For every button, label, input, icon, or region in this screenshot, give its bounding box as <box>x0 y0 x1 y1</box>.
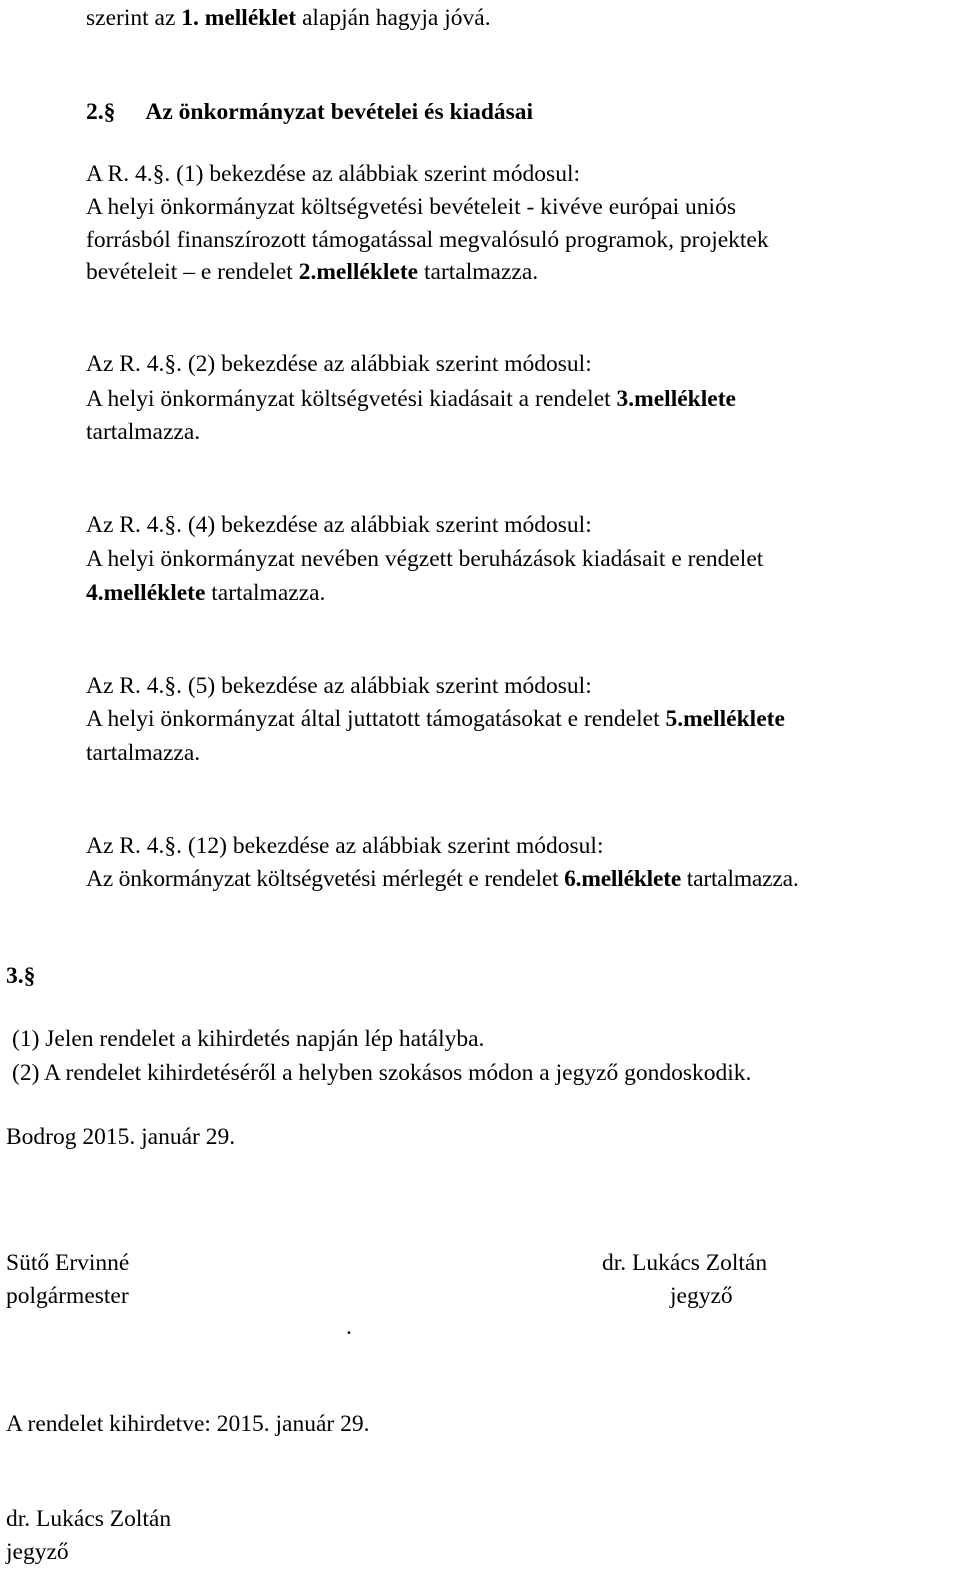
section-sign: § <box>164 673 177 699</box>
amendment-4-2-intro: Az R. 4.§. (2) bekezdése az alábbiak szerint módosul: <box>86 351 592 377</box>
notary-title: jegyző <box>670 1283 733 1309</box>
annex-2-reference: 2.melléklete <box>298 259 419 285</box>
publication-notary-name: dr. Lukács Zoltán <box>6 1506 172 1532</box>
section-3-heading: 3.§ <box>6 963 36 989</box>
publication-notary-title: jegyző <box>6 1539 69 1565</box>
section-3-item-2: (2) A rendelet kihirdetéséről a helyben szokásos módon a jegyző gondoskodik. <box>12 1060 752 1086</box>
annex-3-reference: 3.melléklete <box>616 386 736 412</box>
section-2-heading: 2.§ Az önkormányzat bevételei és kiadásai <box>86 99 534 125</box>
amendment-4-4-text-line: 4.melléklete tartalmazza. <box>86 580 326 606</box>
mayor-name: Sütő Ervinné <box>6 1250 130 1276</box>
annex-5-reference: 5.melléklete <box>665 706 785 732</box>
amendment-4-1-text-line: forrásból finanszírozott támogatással megvalósuló programok, projektek <box>86 227 769 253</box>
amendment-4-12-intro: Az R. 4.§. (12) bekezdése az alábbiak szerint módosul: <box>86 833 604 859</box>
notary-name: dr. Lukács Zoltán <box>602 1250 768 1276</box>
section-sign: § <box>23 963 36 989</box>
publication-line: A rendelet kihirdetve: 2015. január 29. <box>6 1411 370 1437</box>
annex-6-reference: 6.melléklete <box>564 866 682 892</box>
place-date-line: Bodrog 2015. január 29. <box>6 1124 236 1150</box>
annex-4-reference: 4.melléklete <box>86 580 206 606</box>
section-sign: § <box>164 351 177 377</box>
amendment-4-5-text-line: A helyi önkormányzat által juttatott támogatásokat e rendelet 5.melléklete <box>86 706 785 732</box>
amendment-4-5-text-line: tartalmazza. <box>86 740 201 766</box>
section-3-item-1: (1) Jelen rendelet a kihirdetés napján lép hatályba. <box>12 1026 485 1052</box>
amendment-4-12-text-line: Az önkormányzat költségvetési mérlegét e rendelet 6.melléklete tartalmazza. <box>86 866 799 892</box>
stray-dot: . <box>346 1314 352 1340</box>
mayor-title: polgármester <box>6 1283 129 1309</box>
section-sign: § <box>152 161 165 187</box>
amendment-4-2-text-line: A helyi önkormányzat költségvetési kiadásait a rendelet 3.melléklete <box>86 386 736 412</box>
amendment-4-5-intro: Az R. 4.§. (5) bekezdése az alábbiak szerint módosul: <box>86 673 592 699</box>
section-sign: § <box>103 99 116 125</box>
annex-1-reference: 1. melléklet <box>181 5 297 31</box>
amendment-4-4-text-line: A helyi önkormányzat nevében végzett beruházások kiadásait e rendelet <box>86 546 764 572</box>
amendment-4-2-text-line: tartalmazza. <box>86 419 201 445</box>
section-sign: § <box>164 512 177 538</box>
amendment-4-1-text-line: A helyi önkormányzat költségvetési bevételeit - kivéve európai uniós <box>86 194 736 220</box>
section1-closing-line: szerint az 1. melléklet alapján hagyja jóvá. <box>86 5 491 31</box>
amendment-4-4-intro: Az R. 4.§. (4) bekezdése az alábbiak szerint módosul: <box>86 512 592 538</box>
amendment-4-1-intro: A R. 4.§. (1) bekezdése az alábbiak szerint módosul: <box>86 161 581 187</box>
section-sign: § <box>164 833 177 859</box>
amendment-4-1-text-line: bevételeit – e rendelet 2.melléklete tartalmazza. <box>86 259 539 285</box>
